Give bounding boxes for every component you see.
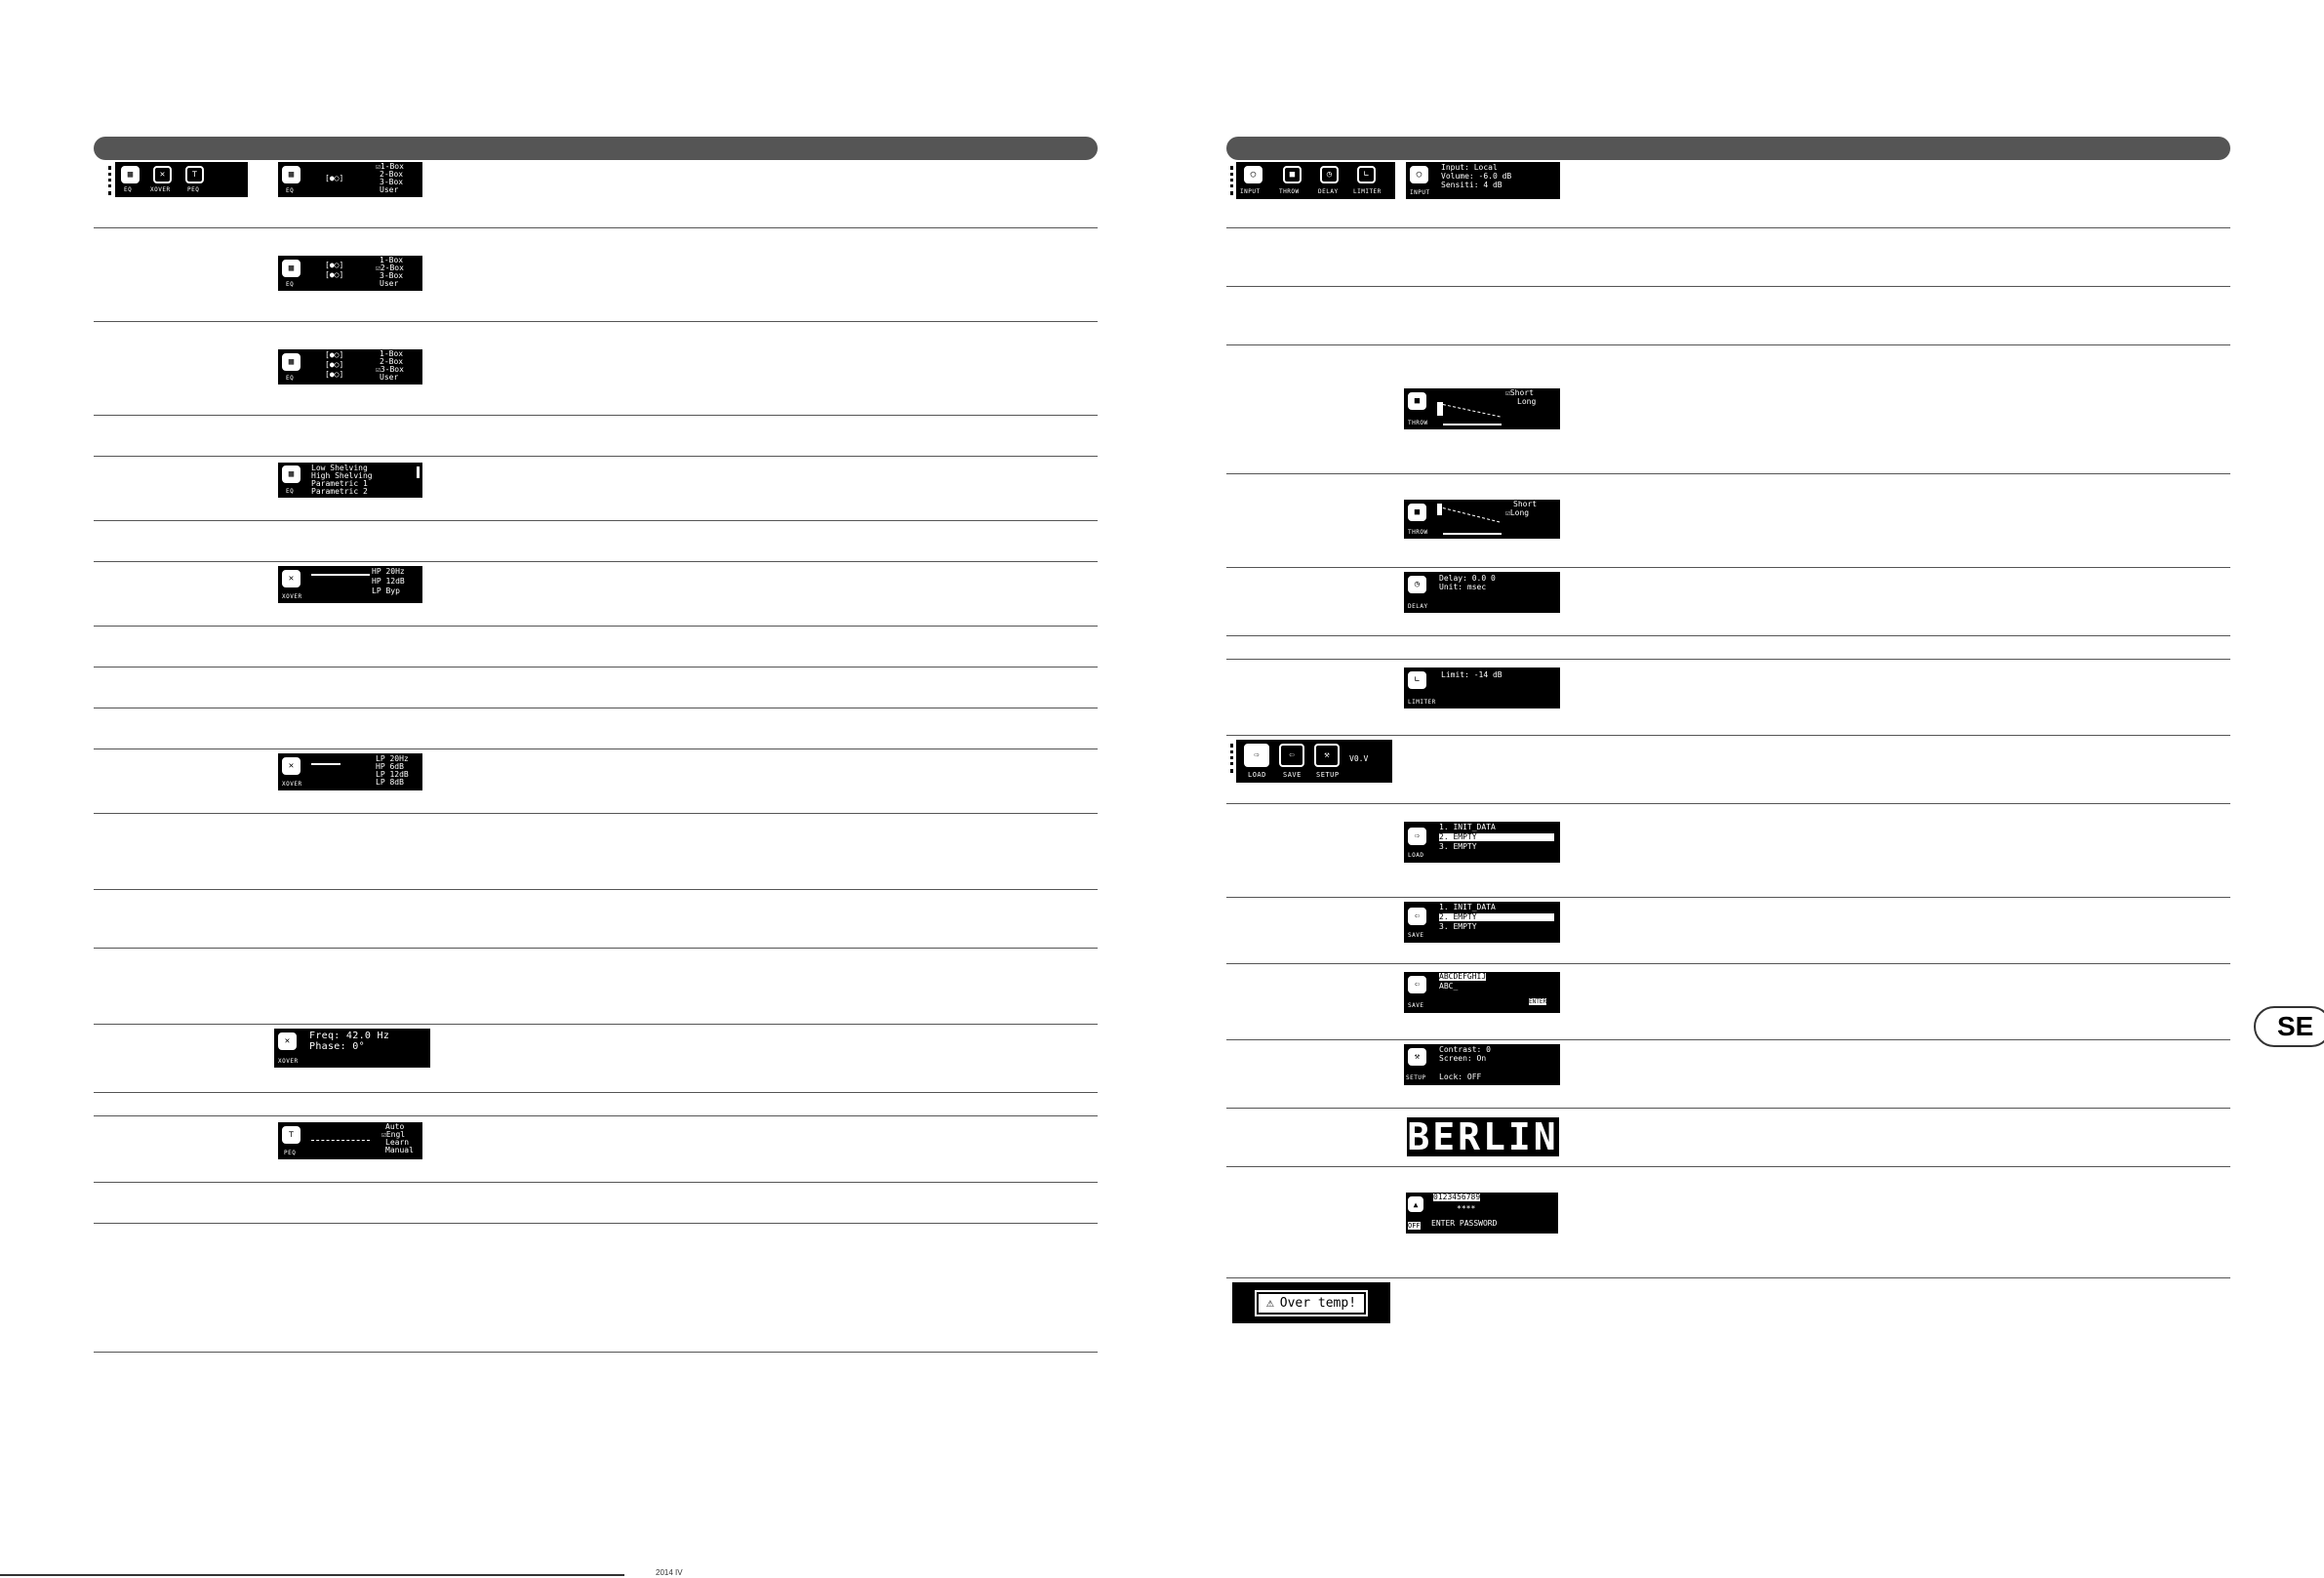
- eq-box-screen-2: [278, 256, 422, 291]
- table-row: [1226, 228, 2230, 287]
- xover-icon: ✕: [278, 1032, 297, 1050]
- xover-screen-1: [278, 566, 422, 603]
- box-option-3: 3-Box: [380, 271, 404, 280]
- peq-label: PEQ: [187, 186, 200, 193]
- input-volume: Volume: -6.0 dB: [1441, 172, 1512, 181]
- setup-icon: ⚒: [1314, 744, 1340, 767]
- save-name-screen: [1404, 972, 1560, 1013]
- throw-base: [1443, 424, 1502, 425]
- table-row: [94, 562, 1098, 627]
- table-row: [1226, 1040, 2230, 1109]
- peq-list-item: Parametric 2: [311, 487, 368, 496]
- xover-icon: ✕: [153, 166, 172, 183]
- table-row: [1226, 345, 2230, 474]
- enter-button: ENTER: [1529, 998, 1547, 1005]
- box-option-3: 3-Box: [380, 178, 404, 186]
- peq-list-item: High Shelving: [311, 471, 373, 480]
- table-row: [94, 814, 1098, 890]
- input-sensitivity: Sensiti: 4 dB: [1441, 181, 1503, 189]
- preset-slot: 1. INIT_DATA: [1439, 823, 1496, 831]
- save-icon: ⇦: [1408, 908, 1426, 925]
- xover-icon: ✕: [282, 757, 301, 775]
- preset-slot-selected: 2. EMPTY: [1439, 913, 1554, 921]
- input-source: Input: Local: [1441, 163, 1498, 172]
- preset-slot: 1. INIT_DATA: [1439, 903, 1496, 911]
- xover-icon: ✕: [282, 570, 301, 587]
- xover-phase: Phase: 0°: [309, 1041, 365, 1052]
- table-row: [1226, 160, 2230, 228]
- setup-icon: ⚒: [1408, 1048, 1426, 1066]
- character-picker: ABCDEFGHIJ: [1439, 972, 1487, 981]
- peq-list-screen: [278, 463, 422, 498]
- warning-icon: ⚠: [1265, 1295, 1274, 1311]
- table-row: [1226, 660, 2230, 736]
- right-column: [1226, 137, 2230, 1337]
- peq-mode-screen: [278, 1122, 422, 1159]
- xover-param: LP 20Hz: [376, 754, 409, 763]
- table-row: [94, 949, 1098, 1025]
- delay-value: Delay: 0.0 0: [1439, 574, 1496, 583]
- throw-icon: ■: [1408, 392, 1426, 410]
- section-header-bar-left: [94, 137, 1098, 160]
- lock-state: OFF: [1408, 1222, 1421, 1230]
- table-row: [1226, 1109, 2230, 1167]
- throw-screen-label: THROW: [1408, 529, 1428, 536]
- table-row: [94, 708, 1098, 749]
- limiter-screen: [1404, 668, 1560, 708]
- preset-name-entry: ABC_: [1439, 982, 1459, 991]
- limiter-screen-label: LIMITER: [1408, 699, 1436, 706]
- table-row: [94, 160, 1098, 228]
- peq-option: Auto: [385, 1122, 405, 1131]
- xover-screen-label: XOVER: [278, 1058, 299, 1065]
- password-prompt: ENTER PASSWORD: [1431, 1219, 1498, 1228]
- xover-freq: Freq: 42.0 Hz: [309, 1031, 390, 1041]
- eq-screen-label: EQ: [286, 187, 295, 194]
- eq-icon: ▦: [282, 166, 301, 183]
- scrollbar: [417, 466, 420, 478]
- throw-icon: ■: [1283, 166, 1302, 183]
- delay-unit: Unit: msec: [1439, 583, 1487, 591]
- eq-label: EQ: [124, 186, 133, 193]
- table-row: [94, 228, 1098, 322]
- table-row: [1226, 474, 2230, 568]
- setup-label: SETUP: [1316, 771, 1340, 779]
- eq-screen-label: EQ: [286, 375, 295, 382]
- table-row: [94, 1093, 1098, 1116]
- eq-box-screen-3: [278, 349, 422, 384]
- box-option-1: 1-Box: [380, 256, 404, 264]
- limiter-icon: ∟: [1357, 166, 1376, 183]
- section-header-bar-right: [1226, 137, 2230, 160]
- xover-param: LP 8dB: [376, 778, 404, 787]
- delay-label: DELAY: [1318, 188, 1339, 195]
- save-label: SAVE: [1283, 771, 1302, 779]
- box-option-2: 2-Box: [380, 357, 404, 366]
- setup-screen: [1404, 1044, 1560, 1085]
- save-icon: ⇦: [1279, 744, 1304, 767]
- throw-short-screen: [1404, 388, 1560, 429]
- table-row: [1226, 636, 2230, 660]
- save-screen-label: SAVE: [1408, 932, 1424, 939]
- table-row: [94, 521, 1098, 562]
- preset-slot: 3. EMPTY: [1439, 922, 1477, 931]
- menu-indicator: [1230, 166, 1233, 195]
- xover-screen-label: XOVER: [282, 781, 302, 788]
- speaker-icon: [●○]: [325, 370, 344, 379]
- box-option-user: User: [380, 185, 399, 194]
- preset-slot: 3. EMPTY: [1439, 842, 1477, 851]
- limiter-icon: ∟: [1408, 671, 1426, 689]
- lock-icon: ▲: [1408, 1196, 1423, 1212]
- throw-line: [1443, 507, 1500, 522]
- table-row: [94, 322, 1098, 416]
- setup-contrast: Contrast: 0: [1439, 1045, 1491, 1054]
- input-icon: ◯: [1410, 166, 1428, 183]
- eq-icon: ▦: [282, 353, 301, 371]
- peq-icon: ⊤: [185, 166, 204, 183]
- xover-param: HP 6dB: [376, 762, 404, 771]
- menu-indicator: [108, 166, 111, 195]
- speaker-icon: [●○]: [325, 270, 344, 279]
- eq-screen-label: EQ: [286, 488, 295, 495]
- xover-param: HP 12dB: [372, 577, 405, 586]
- throw-option-long: ☑Long: [1505, 508, 1530, 517]
- throw-icon: ■: [1408, 504, 1426, 521]
- speaker-icon: [●○]: [325, 360, 344, 369]
- input-label: INPUT: [1240, 188, 1261, 195]
- table-row: [1226, 287, 2230, 345]
- limiter-label: LIMITER: [1353, 188, 1382, 195]
- speaker-icon: [●○]: [325, 261, 344, 269]
- input-screen: [1406, 162, 1560, 199]
- eq-icon: ▦: [121, 166, 140, 183]
- table-row: [1226, 1278, 2230, 1337]
- password-screen: [1406, 1193, 1558, 1234]
- password-digits: 0123456789: [1433, 1193, 1481, 1201]
- response-curve: [311, 574, 370, 576]
- footer-rule: [0, 1574, 624, 1576]
- box-option-1: ☑1-Box: [376, 162, 404, 171]
- table-row: [94, 1183, 1098, 1224]
- menu-screen-input-throw-delay-limiter: [1236, 162, 1395, 199]
- load-icon: ⇨: [1244, 744, 1269, 767]
- throw-base: [1443, 533, 1502, 535]
- menu-screen-load-save-setup: [1236, 740, 1392, 783]
- load-icon: ⇨: [1408, 828, 1426, 845]
- response-curve: [311, 1140, 370, 1141]
- box-option-3: ☑3-Box: [376, 365, 404, 374]
- xover-param: LP Byp: [372, 587, 400, 595]
- throw-option-short: Short: [1513, 500, 1538, 508]
- load-label: LOAD: [1248, 771, 1266, 779]
- delay-screen-label: DELAY: [1408, 603, 1428, 610]
- box-option-2: 2-Box: [380, 170, 404, 179]
- response-curve: [311, 763, 341, 765]
- peq-list-icon: ▦: [282, 465, 301, 483]
- firmware-version: V0.V: [1349, 754, 1369, 763]
- save-screen: [1404, 902, 1560, 943]
- table-row: [94, 627, 1098, 668]
- peq-option: Manual: [385, 1146, 414, 1154]
- throw-long-screen: [1404, 500, 1560, 539]
- table-row: [94, 1224, 1098, 1353]
- delay-icon: ◷: [1320, 166, 1339, 183]
- speaker-icon: [●○]: [325, 174, 344, 182]
- xover-screen-label: XOVER: [282, 593, 302, 600]
- footer-text: 2014 IV: [656, 1568, 683, 1577]
- warning-panel: [1257, 1292, 1366, 1315]
- load-screen-label: LOAD: [1408, 852, 1424, 859]
- warning-screen: [1232, 1282, 1390, 1323]
- eq-screen-label: EQ: [286, 281, 295, 288]
- table-row: [94, 1025, 1098, 1093]
- peq-screen-label: PEQ: [284, 1150, 297, 1156]
- table-row: [1226, 736, 2230, 804]
- xover-screen-2: [278, 753, 422, 790]
- table-row: [94, 668, 1098, 708]
- delay-icon: ◷: [1408, 576, 1426, 593]
- table-row: [94, 749, 1098, 814]
- box-option-user: User: [380, 279, 399, 288]
- eq-icon: ▦: [282, 260, 301, 277]
- table-row: [1226, 568, 2230, 636]
- peq-option: Learn: [385, 1138, 410, 1147]
- table-row: [94, 416, 1098, 457]
- setup-screen-label: SETUP: [1406, 1074, 1426, 1081]
- speaker-icon: [●○]: [325, 350, 344, 359]
- xover-label: XOVER: [150, 186, 171, 193]
- throw-option-long: Long: [1517, 397, 1537, 406]
- language-badge: SE: [2254, 1006, 2324, 1047]
- throw-option-short: ☑Short: [1505, 388, 1534, 397]
- table-row: [1226, 1167, 2230, 1278]
- eq-box-screen-1: [278, 162, 422, 197]
- peq-list-item: Low Shelving: [311, 464, 368, 472]
- table-row: [1226, 804, 2230, 898]
- preset-slot-selected: 2. EMPTY: [1439, 833, 1554, 841]
- throw-line: [1443, 404, 1501, 417]
- table-row: [94, 1116, 1098, 1183]
- save-icon: ⇦: [1408, 976, 1426, 993]
- peq-option: ☑Engl: [381, 1130, 406, 1139]
- box-option-1: 1-Box: [380, 349, 404, 358]
- setup-lock: Lock: OFF: [1439, 1072, 1482, 1081]
- left-column: [94, 137, 1098, 1353]
- peq-list-item: Parametric 1: [311, 479, 368, 488]
- menu-screen-eq-xover-peq: [115, 162, 248, 197]
- warning-message: Over temp!: [1279, 1295, 1357, 1311]
- xover-param: LP 12dB: [376, 770, 409, 779]
- menu-indicator: [1230, 744, 1233, 773]
- input-screen-label: INPUT: [1410, 189, 1430, 196]
- input-icon: ◯: [1244, 166, 1262, 183]
- table-row: [1226, 964, 2230, 1040]
- speaker-glyph: [1437, 504, 1442, 515]
- throw-screen-label: THROW: [1408, 420, 1428, 426]
- table-row: [1226, 898, 2230, 964]
- table-row: [94, 457, 1098, 521]
- peq-icon: ⊤: [282, 1126, 301, 1144]
- limiter-value: Limit: -14 dB: [1441, 670, 1503, 679]
- delay-screen: [1404, 572, 1560, 613]
- box-option-2: ☑2-Box: [376, 263, 404, 272]
- brand-splash-screen: BERLIN: [1407, 1115, 1559, 1158]
- throw-label: THROW: [1279, 188, 1300, 195]
- table-row: [94, 890, 1098, 949]
- password-mask: ****: [1457, 1204, 1476, 1213]
- xover-freq-screen: [274, 1029, 430, 1068]
- box-option-user: User: [380, 373, 399, 382]
- xover-param: HP 20Hz: [372, 567, 405, 576]
- save-name-screen-label: SAVE: [1408, 1002, 1424, 1009]
- load-screen: [1404, 822, 1560, 863]
- setup-screen-saver: Screen: On: [1439, 1054, 1487, 1063]
